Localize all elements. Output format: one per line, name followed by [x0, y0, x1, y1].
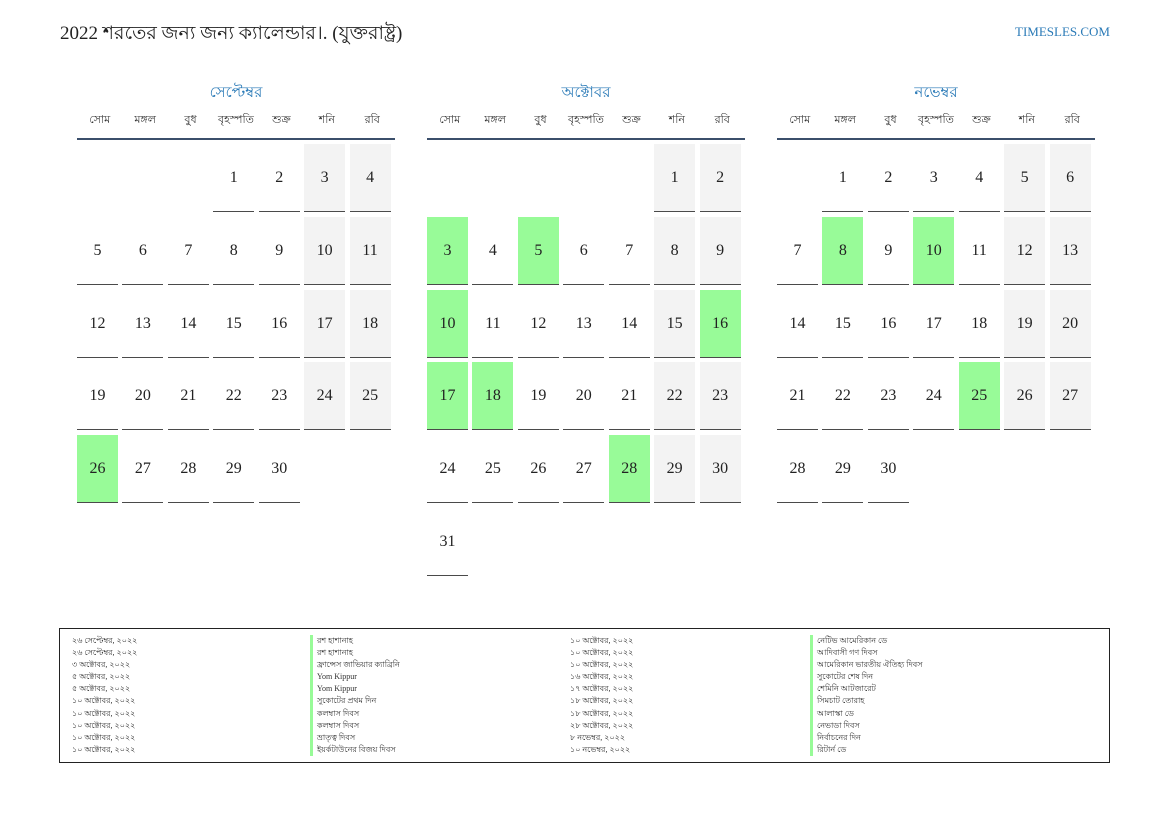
- legend-date: ১০ অক্টোবর, ২০২২: [72, 708, 136, 718]
- legend-date: ১০ অক্টোবর, ২০২২: [570, 660, 634, 670]
- day-cell[interactable]: 21: [609, 362, 650, 430]
- legend-holiday-name: রশ হাশানাহ: [310, 635, 400, 647]
- day-cell[interactable]: 26: [1004, 362, 1045, 430]
- day-cell[interactable]: 2: [259, 144, 300, 212]
- weekday-label: রবি: [1064, 114, 1080, 126]
- day-cell[interactable]: 14: [609, 290, 650, 358]
- day-cell[interactable]: 13: [122, 290, 163, 358]
- day-cell[interactable]: 21: [168, 362, 209, 430]
- day-cell[interactable]: 13: [1050, 217, 1091, 285]
- legend-holiday-name: কলম্বাস দিবস: [310, 720, 400, 732]
- day-cell[interactable]: 17: [304, 290, 345, 358]
- legend-holiday-name: Yom Kippur: [310, 683, 400, 695]
- month-september: [77, 82, 395, 508]
- day-cell[interactable]: 18: [959, 290, 1000, 358]
- day-cell[interactable]: 10: [427, 290, 468, 358]
- weekday-label: রবি: [364, 114, 380, 126]
- legend-holiday-name: আলাস্কা ডে: [810, 708, 923, 720]
- day-cell[interactable]: 6: [122, 217, 163, 285]
- day-cell[interactable]: 6: [1050, 144, 1091, 212]
- day-cell[interactable]: 27: [122, 435, 163, 503]
- holiday-legend: [59, 628, 1110, 763]
- month-november: [777, 82, 1095, 508]
- day-cell[interactable]: 29: [654, 435, 695, 503]
- day-cell[interactable]: 1: [822, 144, 863, 212]
- day-cell[interactable]: 28: [609, 435, 650, 503]
- day-cell[interactable]: 3: [427, 217, 468, 285]
- day-cell[interactable]: 9: [700, 217, 741, 285]
- day-cell[interactable]: 8: [822, 217, 863, 285]
- weekday-label: বুধ: [184, 114, 197, 126]
- day-cell[interactable]: 30: [868, 435, 909, 503]
- day-cell[interactable]: 25: [959, 362, 1000, 430]
- legend-holiday-name: শেমিনি আটজারেট: [810, 683, 923, 695]
- day-cell[interactable]: 23: [868, 362, 909, 430]
- weekday-label: সোম: [89, 114, 111, 126]
- day-cell[interactable]: 3: [304, 144, 345, 212]
- day-cell[interactable]: 20: [122, 362, 163, 430]
- legend-dates: [72, 635, 137, 756]
- weekday-header: [77, 104, 395, 140]
- weekday-label: শনি: [1018, 114, 1035, 126]
- day-cell[interactable]: 17: [913, 290, 954, 358]
- legend-holiday-name: আমেরিকান ভারতীয় ঐতিহ্য দিবস: [810, 659, 923, 671]
- legend-holiday-name: ইয়র্কটাউনের বিজয় দিবস: [310, 744, 400, 756]
- weekday-label: সোম: [789, 114, 811, 126]
- day-cell[interactable]: 16: [259, 290, 300, 358]
- day-cell[interactable]: 23: [259, 362, 300, 430]
- day-cell[interactable]: 3: [913, 144, 954, 212]
- weekday-header: [777, 104, 1095, 140]
- legend-date: ১০ অক্টোবর, ২০২২: [570, 636, 634, 645]
- weekday-label: সোম: [439, 114, 461, 126]
- day-cell[interactable]: 11: [959, 217, 1000, 285]
- day-cell[interactable]: 22: [654, 362, 695, 430]
- weekday-label: শুক্র: [272, 114, 291, 126]
- weekday-label: বুধ: [884, 114, 897, 126]
- weekday-label: বৃহস্পতি: [568, 114, 604, 126]
- day-cell[interactable]: 7: [777, 217, 818, 285]
- day-cell[interactable]: 17: [427, 362, 468, 430]
- weekday-label: মঙ্গল: [834, 114, 856, 126]
- day-cell[interactable]: 14: [168, 290, 209, 358]
- day-cell[interactable]: 4: [472, 217, 513, 285]
- legend-date: ২৬ সেপ্টেম্বর, ২০২২: [72, 648, 138, 658]
- day-cell[interactable]: 4: [350, 144, 391, 212]
- month-name: অক্টোবর: [561, 85, 611, 101]
- day-cell[interactable]: 28: [168, 435, 209, 503]
- weekday-label: শনি: [318, 114, 335, 126]
- legend-date: ২৬ সেপ্টেম্বর, ২০২২: [72, 636, 138, 645]
- legend-holiday-name: রিটার্ন ডে: [810, 744, 923, 756]
- day-cell[interactable]: 28: [777, 435, 818, 503]
- legend-holiday-name: সুকোটের শেষ দিন: [810, 671, 923, 683]
- day-cell[interactable]: 23: [700, 362, 741, 430]
- day-cell[interactable]: 12: [1004, 217, 1045, 285]
- day-cell[interactable]: 27: [563, 435, 604, 503]
- legend-date: ৮ নভেম্বর, ২০২২: [570, 732, 626, 742]
- day-cell[interactable]: 20: [1050, 290, 1091, 358]
- legend-holiday-name: ফ্রান্সেস জাভিয়ার ক্যাব্রিনি: [310, 659, 400, 671]
- legend-date: ১০ অক্টোবর, ২০২২: [570, 648, 634, 658]
- weekday-label: শনি: [668, 114, 685, 126]
- day-cell[interactable]: 10: [304, 217, 345, 285]
- day-cell[interactable]: 19: [518, 362, 559, 430]
- weekday-label: মঙ্গল: [484, 114, 506, 126]
- weekday-header: [427, 104, 745, 140]
- legend-holiday-name: সিমচাট তোরাহ: [810, 695, 923, 707]
- day-cell[interactable]: 5: [77, 217, 118, 285]
- weekday-label: বৃহস্পতি: [918, 114, 954, 126]
- day-cell[interactable]: 30: [700, 435, 741, 503]
- day-cell[interactable]: 26: [518, 435, 559, 503]
- weekday-label: মঙ্গল: [134, 114, 156, 126]
- day-cell[interactable]: 19: [77, 362, 118, 430]
- day-cell[interactable]: 5: [1004, 144, 1045, 212]
- legend-date: ৫ অক্টোবর, ২০২২: [72, 684, 131, 694]
- weekday-label: শুক্র: [972, 114, 991, 126]
- weekday-label: শুক্র: [622, 114, 641, 126]
- day-cell[interactable]: 15: [213, 290, 254, 358]
- day-cell[interactable]: 14: [777, 290, 818, 358]
- site-link[interactable]: TIMESLES.COM: [1015, 24, 1110, 39]
- legend-date: ১০ অক্টোবর, ২০২২: [72, 720, 136, 730]
- day-cell[interactable]: 24: [304, 362, 345, 430]
- day-cell[interactable]: 24: [427, 435, 468, 503]
- day-cell[interactable]: 18: [350, 290, 391, 358]
- day-cell[interactable]: 11: [472, 290, 513, 358]
- month-october: [427, 82, 745, 581]
- day-cell[interactable]: 8: [654, 217, 695, 285]
- legend-date: ৩ অক্টোবর, ২০২২: [72, 660, 131, 670]
- legend-date: ১৭ অক্টোবর, ২০২২: [570, 684, 634, 694]
- page-title: 2022 শরতের জন্য জন্য ক্যালেন্ডার।. (যুক্তরাষ্ট্র): [60, 23, 403, 44]
- day-cell[interactable]: 27: [1050, 362, 1091, 430]
- day-cell[interactable]: 16: [700, 290, 741, 358]
- day-cell[interactable]: 15: [654, 290, 695, 358]
- day-cell[interactable]: 7: [168, 217, 209, 285]
- day-grid: [77, 144, 395, 508]
- legend-holiday-name: নেভাডা দিবস: [810, 720, 923, 732]
- legend-date: ১০ অক্টোবর, ২০২২: [72, 744, 136, 754]
- day-cell[interactable]: 29: [822, 435, 863, 503]
- day-cell[interactable]: 12: [77, 290, 118, 358]
- day-cell[interactable]: 11: [350, 217, 391, 285]
- day-cell[interactable]: 7: [609, 217, 650, 285]
- day-cell[interactable]: 4: [959, 144, 1000, 212]
- day-cell[interactable]: 29: [213, 435, 254, 503]
- legend-holiday-name: ভ্রাতৃত্ব দিবস: [310, 732, 400, 744]
- legend-date: ৫ অক্টোবর, ২০২২: [72, 672, 131, 682]
- day-cell[interactable]: 1: [213, 144, 254, 212]
- day-cell[interactable]: 9: [259, 217, 300, 285]
- day-cell[interactable]: 31: [427, 508, 468, 576]
- day-cell[interactable]: 8: [213, 217, 254, 285]
- day-cell[interactable]: 25: [472, 435, 513, 503]
- day-cell[interactable]: 18: [472, 362, 513, 430]
- day-cell[interactable]: 19: [1004, 290, 1045, 358]
- legend-date: ১০ অক্টোবর, ২০২২: [72, 732, 136, 742]
- day-cell[interactable]: 12: [518, 290, 559, 358]
- legend-date: ১০ নভেম্বর, ২০২২: [570, 744, 631, 754]
- day-cell[interactable]: 5: [518, 217, 559, 285]
- day-cell[interactable]: 2: [868, 144, 909, 212]
- weekday-label: রবি: [714, 114, 730, 126]
- day-cell[interactable]: 1: [654, 144, 695, 212]
- day-cell[interactable]: 21: [777, 362, 818, 430]
- day-cell[interactable]: 24: [913, 362, 954, 430]
- legend-dates: [570, 635, 633, 756]
- day-cell[interactable]: 26: [77, 435, 118, 503]
- month-name: সেপ্টেম্বর: [209, 85, 263, 101]
- legend-names: [810, 635, 923, 756]
- legend-holiday-name: রশ হাশানাহ: [310, 647, 400, 659]
- day-cell[interactable]: 9: [868, 217, 909, 285]
- legend-holiday-name: সুকোটের প্রথম দিন: [310, 695, 400, 707]
- weekday-label: বৃহস্পতি: [218, 114, 254, 126]
- legend-date: ১৮ অক্টোবর, ২০২২: [570, 708, 634, 718]
- legend-holiday-name: আদিবাসী গণ দিবস: [810, 647, 923, 659]
- day-cell[interactable]: 15: [822, 290, 863, 358]
- weekday-label: বুধ: [534, 114, 547, 126]
- legend-holiday-name: Yom Kippur: [310, 671, 400, 683]
- legend-holiday-name: নেটিভ আমেরিকান ডে: [810, 635, 923, 647]
- day-cell[interactable]: 20: [563, 362, 604, 430]
- legend-holiday-name: কলম্বাস দিবস: [310, 708, 400, 720]
- legend-date: ১৮ অক্টোবর, ২০২২: [570, 696, 634, 706]
- day-cell[interactable]: 30: [259, 435, 300, 503]
- day-cell[interactable]: 6: [563, 217, 604, 285]
- legend-names: [310, 635, 400, 756]
- day-cell[interactable]: 22: [213, 362, 254, 430]
- legend-date: ২৮ অক্টোবর, ২০২২: [570, 720, 634, 730]
- day-cell[interactable]: 22: [822, 362, 863, 430]
- day-cell[interactable]: 13: [563, 290, 604, 358]
- day-grid: [777, 144, 1095, 508]
- day-cell[interactable]: 16: [868, 290, 909, 358]
- day-grid: [427, 144, 745, 581]
- day-cell[interactable]: 25: [350, 362, 391, 430]
- day-cell[interactable]: 10: [913, 217, 954, 285]
- month-name: নভেম্বর: [914, 85, 958, 101]
- legend-date: ১০ অক্টোবর, ২০২২: [72, 696, 136, 706]
- day-cell[interactable]: 2: [700, 144, 741, 212]
- legend-date: ১৬ অক্টোবর, ২০২২: [570, 672, 634, 682]
- legend-holiday-name: নির্বাচনের দিন: [810, 732, 923, 744]
